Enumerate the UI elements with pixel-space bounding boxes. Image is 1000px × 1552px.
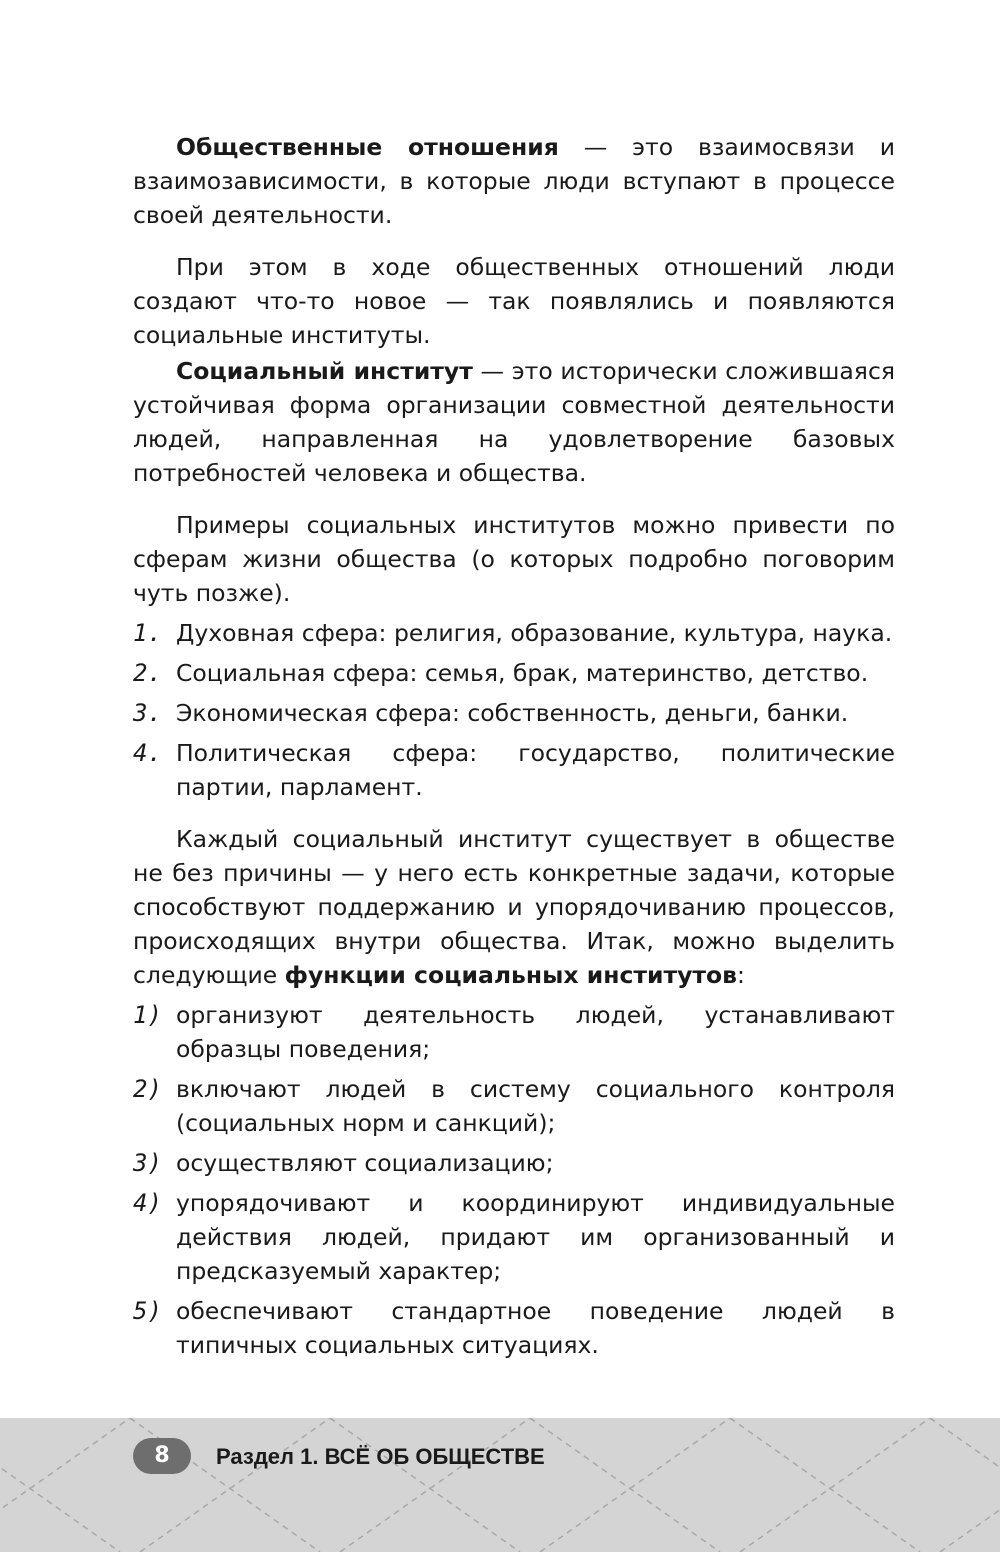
functions-list [133,998,895,1362]
list-item [133,616,895,650]
paragraph-examples-text: Примеры социальных институтов можно привести по сферам жизни общества (о которых подробно поговорим чуть позже). [133,511,895,607]
section-title: Раздел 1. ВСЁ ОБ ОБЩЕСТВЕ [216,1444,545,1469]
paragraph-social-relations [133,130,895,232]
paragraph-social-institution [133,354,895,490]
list-item [133,998,895,1066]
list-item [133,696,895,730]
list-item [133,736,895,804]
list-item-text: Духовная сфера: религия, образование, культура, наука. [176,619,893,647]
list-item-text: включают людей в систему социального контроля (социальных норм и санкций); [176,1075,895,1137]
list-item [133,1072,895,1140]
list-item-text: упорядочивают и координируют индивидуальные действия людей, придают им организованный и предсказуемый характер; [176,1189,895,1285]
list-item-number: 4) [133,1189,162,1217]
paragraph-functions-intro-text: Каждый социальный институт существует в обществе не без причины — у него есть конкретные задачи, которые способствуют поддержанию и упорядочиванию процессов, происходящих внутри общества. Итак, можно выделить следующие [133,825,895,989]
list-item-text: осуществляют социализацию; [176,1149,554,1177]
paragraph-functions-intro [133,822,895,992]
definition-social-relations: — это взаимосвязи и взаимозависимости, в которые люди вступают в процессе своей деятельности. [133,133,896,229]
term-institution-functions: функции социальных институтов [284,961,738,989]
list-item-number: 3) [133,1149,162,1177]
paragraph-new-institutions-text: При этом в ходе общественных отношений люди создают что-то новое — так появлялись и появляются социальные институты. [133,253,895,349]
list-item-number: 1. [133,619,162,647]
list-item [133,1186,895,1288]
list-item [133,1146,895,1180]
list-item-text: обеспечивают стандартное поведение людей в типичных социальных ситуациях. [176,1297,895,1359]
paragraph-functions-intro-tail: : [737,961,745,989]
list-item-number: 2) [133,1075,162,1103]
term-social-relations: Общественные отношения [176,133,559,161]
list-item [133,656,895,690]
list-item-text: Социальная сфера: семья, брак, материнство, детство. [176,659,869,687]
paragraph-examples [133,508,895,610]
list-item-number: 2. [133,659,162,687]
paragraph-new-institutions [133,250,895,352]
list-item-number: 4. [133,739,162,767]
definition-social-institution: — это исторически сложившаяся устойчивая форма организации совместной деятельности людей, направленная на удовлетворение базовых потребностей человека и общества. [133,357,896,487]
page-footer [0,1418,1000,1552]
list-item-text: Экономическая сфера: собственность, деньги, банки. [176,699,849,727]
list-item [133,1294,895,1362]
list-item-text: Политическая сфера: государство, политические партии, парламент. [176,739,895,801]
spheres-list [133,616,895,804]
list-item-number: 3. [133,699,162,727]
list-item-text: организуют деятельность людей, устанавливают образцы поведения; [176,1001,895,1063]
page-number-badge: 8 [133,1438,191,1474]
term-social-institution: Социальный институт [176,357,473,385]
page-body [133,130,895,1362]
list-item-number: 1) [133,1001,162,1029]
list-item-number: 5) [133,1297,162,1325]
